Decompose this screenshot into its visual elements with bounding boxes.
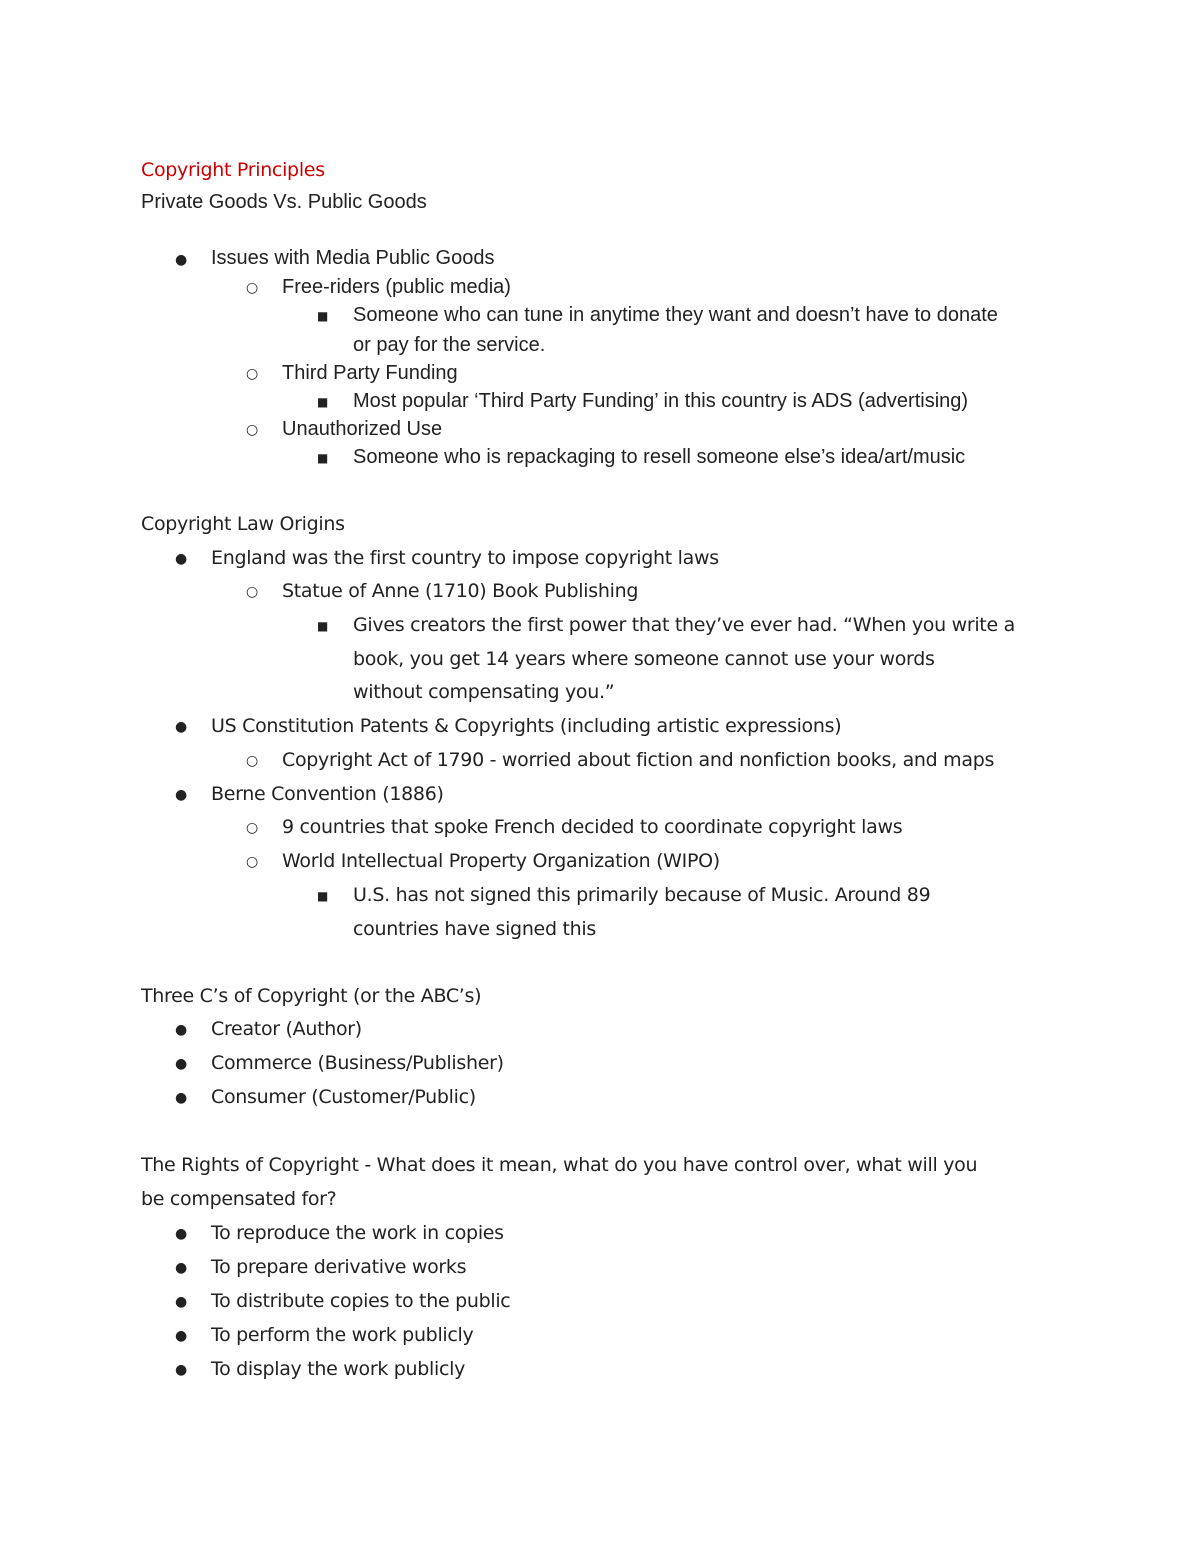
bullet-circle-icon: ○ xyxy=(246,820,259,836)
bullet-disc-icon: ● xyxy=(175,1328,188,1344)
list-item: Berne Convention (1886) xyxy=(211,783,444,805)
list-item: U.S. has not signed this primarily because of Music. Around 89 xyxy=(353,884,931,906)
list-item: Copyright Act of 1790 - worried about fiction and nonfiction books, and maps xyxy=(282,749,995,771)
bullet-disc-icon: ● xyxy=(175,252,188,268)
bullet-disc-icon: ● xyxy=(175,1090,188,1106)
list-item: To perform the work publicly xyxy=(211,1324,474,1346)
list-item: Gives creators the first power that they’ve ever had. “When you write a xyxy=(353,614,1015,636)
bullet-circle-icon: ○ xyxy=(246,584,259,600)
list-item: Creator (Author) xyxy=(211,1018,362,1040)
list-item: Third Party Funding xyxy=(282,362,458,384)
document-subtitle: Private Goods Vs. Public Goods xyxy=(141,191,427,213)
list-item: Most popular ‘Third Party Funding’ in this country is ADS (advertising) xyxy=(353,390,969,412)
bullet-disc-icon: ● xyxy=(175,787,188,803)
bullet-square-icon: ■ xyxy=(317,395,329,409)
section-heading: Copyright Law Origins xyxy=(141,513,345,535)
list-item: Someone who can tune in anytime they want and doesn’t have to donate xyxy=(353,304,998,326)
list-item: Consumer (Customer/Public) xyxy=(211,1086,476,1108)
list-item: To prepare derivative works xyxy=(211,1256,467,1278)
list-item: Unauthorized Use xyxy=(282,418,443,440)
list-item: Statue of Anne (1710) Book Publishing xyxy=(282,580,639,602)
bullet-disc-icon: ● xyxy=(175,1260,188,1276)
section-heading: The Rights of Copyright - What does it mean, what do you have control over, what will you xyxy=(141,1154,978,1176)
list-item-continuation: without compensating you.” xyxy=(353,681,615,703)
bullet-square-icon: ■ xyxy=(317,309,329,323)
bullet-circle-icon: ○ xyxy=(246,422,259,438)
list-item: Free-riders (public media) xyxy=(282,276,511,298)
bullet-disc-icon: ● xyxy=(175,1056,188,1072)
list-item: To display the work publicly xyxy=(211,1358,466,1380)
bullet-circle-icon: ○ xyxy=(246,753,259,769)
bullet-disc-icon: ● xyxy=(175,719,188,735)
list-item: To reproduce the work in copies xyxy=(211,1222,504,1244)
bullet-circle-icon: ○ xyxy=(246,280,259,296)
list-item-continuation: or pay for the service. xyxy=(353,334,546,356)
list-item: Someone who is repackaging to resell someone else’s idea/art/music xyxy=(353,446,966,468)
bullet-circle-icon: ○ xyxy=(246,854,259,870)
bullet-square-icon: ■ xyxy=(317,451,329,465)
bullet-circle-icon: ○ xyxy=(246,366,259,382)
bullet-disc-icon: ● xyxy=(175,1362,188,1378)
list-item: England was the first country to impose copyright laws xyxy=(211,547,719,569)
list-item: US Constitution Patents & Copyrights (including artistic expressions) xyxy=(211,715,842,737)
bullet-disc-icon: ● xyxy=(175,551,188,567)
list-item: Commerce (Business/Publisher) xyxy=(211,1052,504,1074)
bullet-disc-icon: ● xyxy=(175,1226,188,1242)
list-item: 9 countries that spoke French decided to coordinate copyright laws xyxy=(282,816,903,838)
list-item: Issues with Media Public Goods xyxy=(211,247,495,269)
list-item: World Intellectual Property Organization (WIPO) xyxy=(282,850,720,872)
list-item-continuation: book, you get 14 years where someone cannot use your words xyxy=(353,648,935,670)
list-item-continuation: countries have signed this xyxy=(353,918,596,940)
bullet-disc-icon: ● xyxy=(175,1022,188,1038)
bullet-disc-icon: ● xyxy=(175,1294,188,1310)
section-heading: Three C’s of Copyright (or the ABC’s) xyxy=(141,985,482,1007)
document-title: Copyright Principles xyxy=(141,159,325,181)
list-item: To distribute copies to the public xyxy=(211,1290,511,1312)
bullet-square-icon: ■ xyxy=(317,889,329,903)
bullet-square-icon: ■ xyxy=(317,619,329,633)
section-heading-continuation: be compensated for? xyxy=(141,1188,337,1210)
